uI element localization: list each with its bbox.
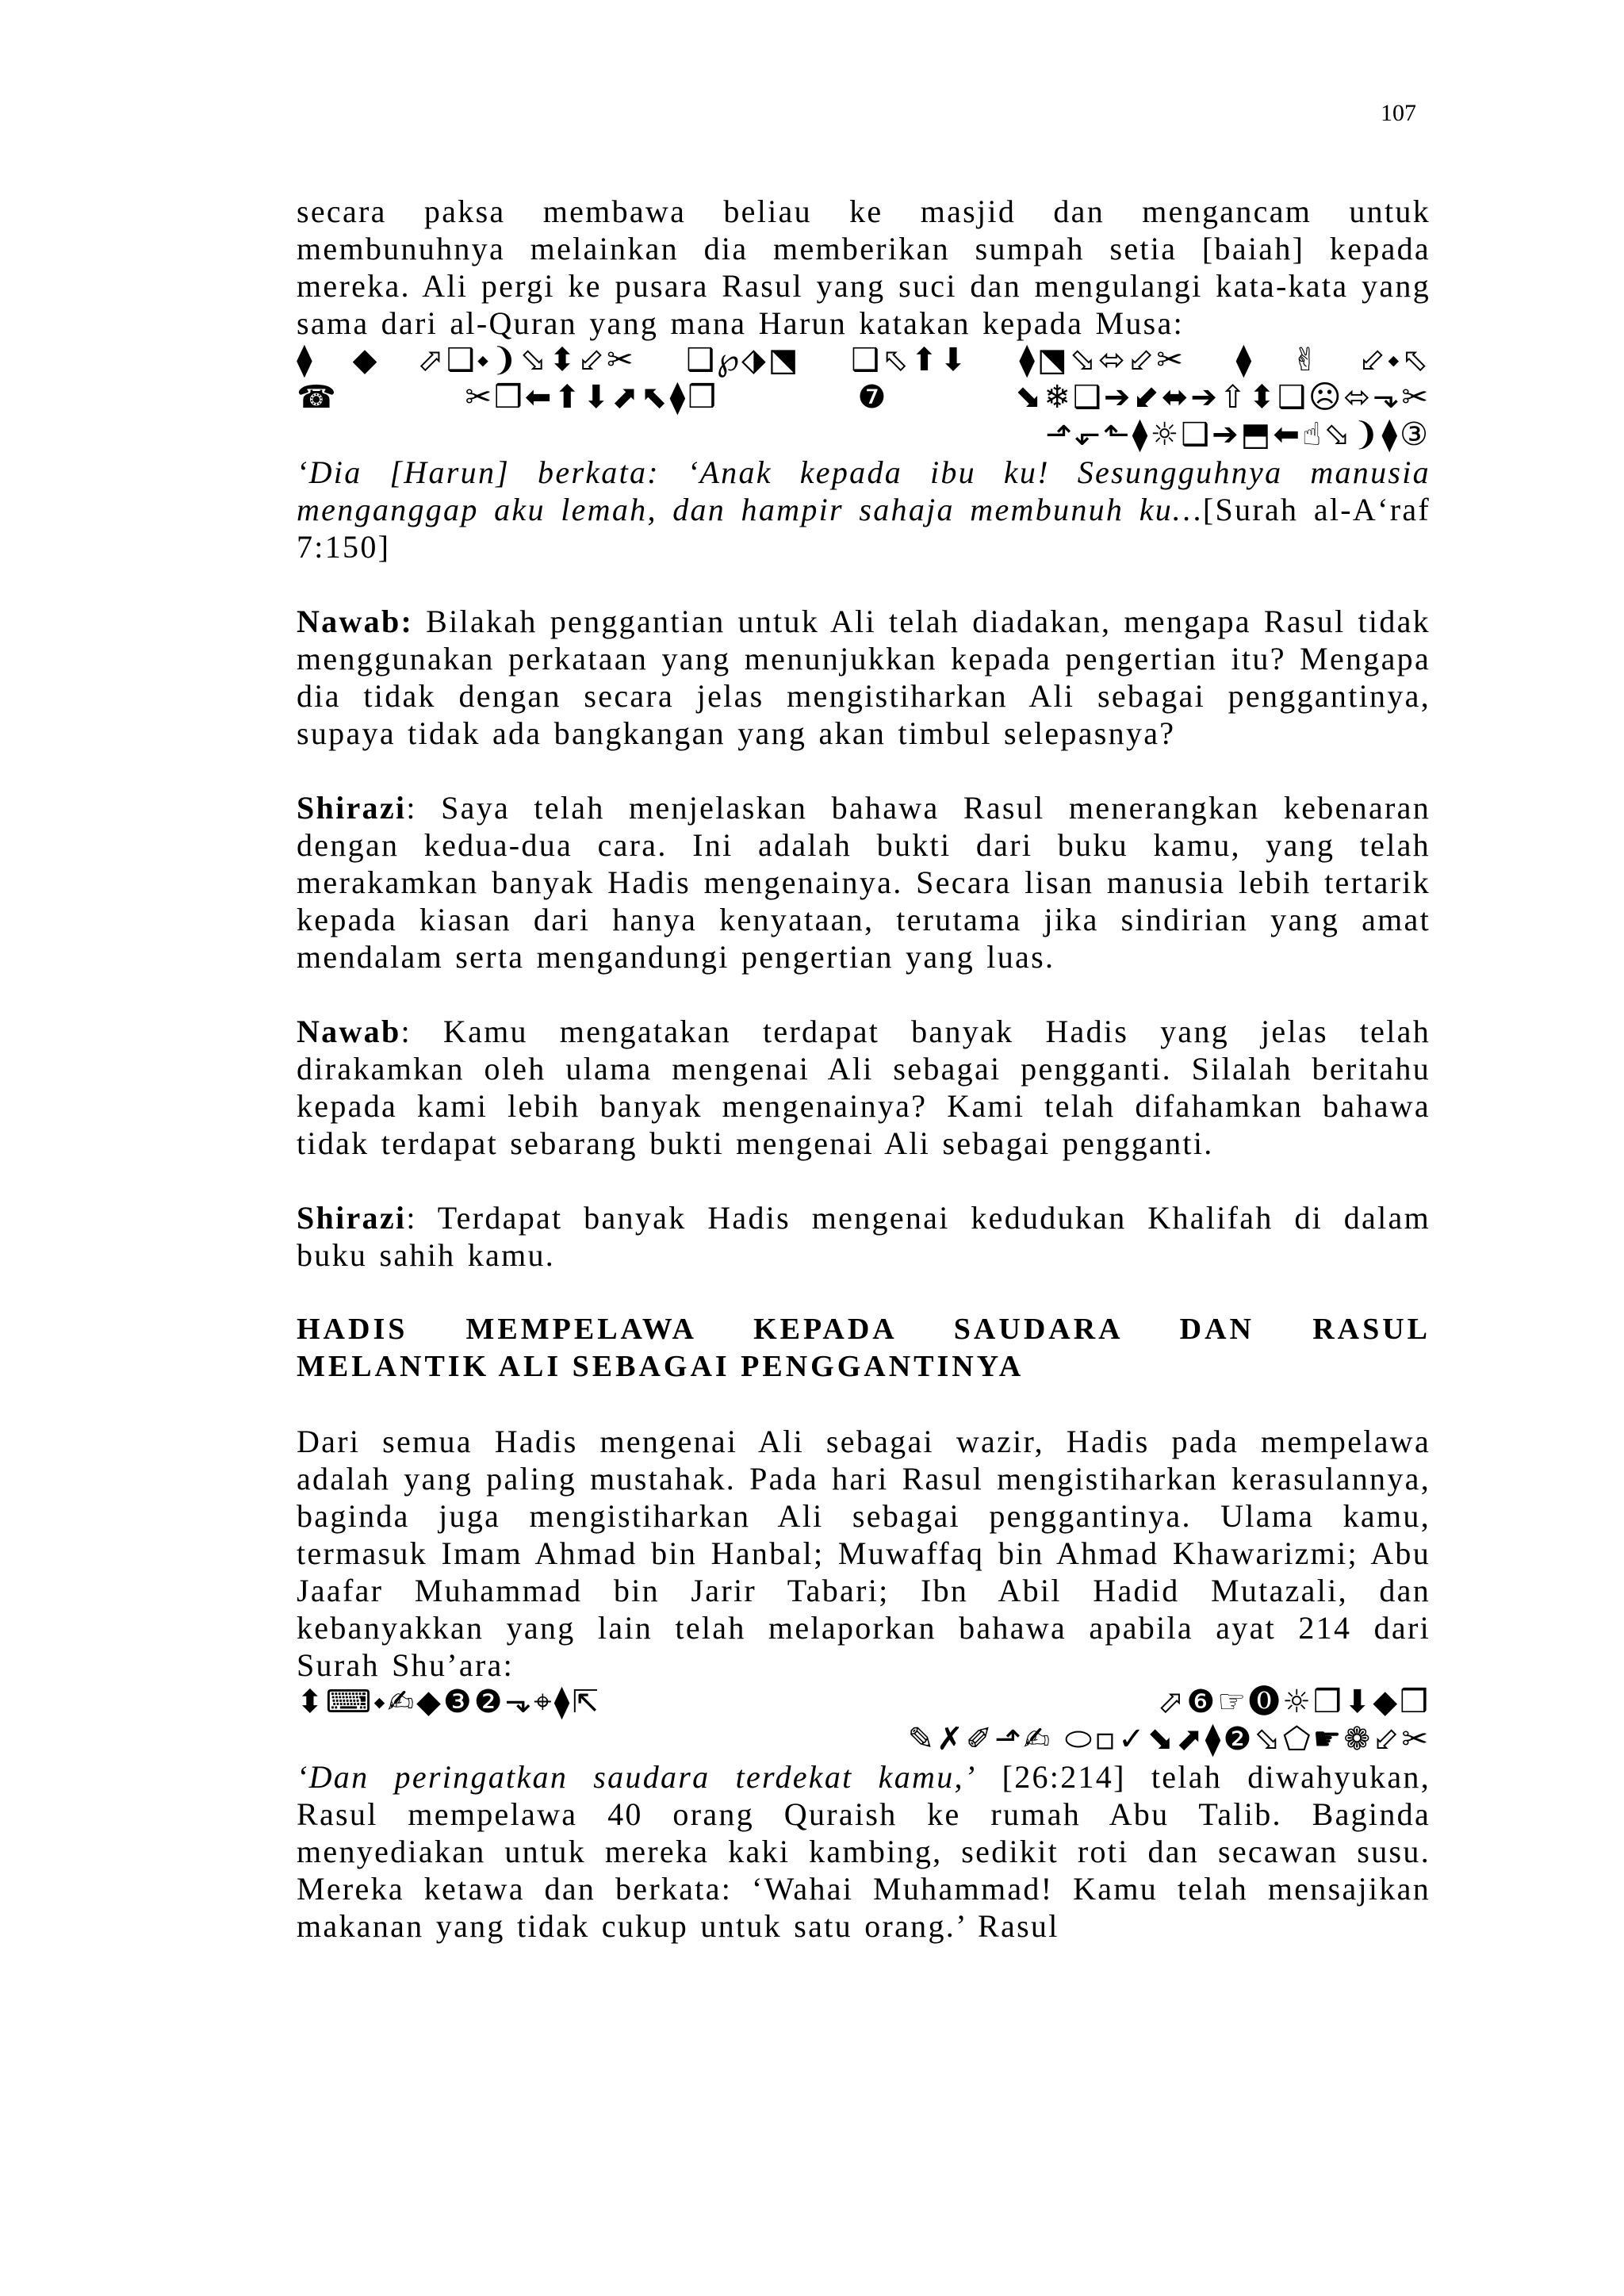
shirazi-paragraph-1	[297, 789, 1431, 976]
arabic-verse-1-line-2: ☎✂❒⬅⬆⬇⬈⬉⧫❒ ❼⬊❄❑➔⬋⬌➔⇧⬍❑☹⬄⬎✂	[297, 379, 1431, 416]
quote-1	[297, 454, 1431, 565]
quote-2-paragraph	[297, 1758, 1431, 1945]
arabic-verse-2-line-2: ✎✗✐⬏✍ ⬭▫✓⬊⬈⧫❷⬂⬠☛❁⬃✂	[907, 1721, 1431, 1757]
section-heading	[297, 1311, 1431, 1386]
quote-2-text: [26:214] telah diwahyukan, Rasul mempelawa 40 orang Quraish ke rumah Abu Talib. Baginda menyediakan untuk mereka kaki kambing, sedikit roti dan secawan susu. Mereka ketawa dan berkata: ‘Wahai Muhammad! Kamu telah mensajikan makanan yang tidak cukup untuk satu orang.’ Rasul	[297, 1759, 1431, 1944]
page-number: 107	[1381, 100, 1416, 126]
quote-1-reference: [Surah al-A‘raf 7:150]	[297, 492, 1431, 565]
section-heading-line-2: MELANTIK ALI SEBAGAI PENGGANTINYA	[297, 1350, 1025, 1383]
dialogue-text: : Terdapat banyak Hadis mengenai kedudukan Khalifah di dalam buku sahih kamu.	[297, 1200, 1431, 1273]
speaker-label: Nawab	[297, 1014, 401, 1049]
arabic-verse-1-line-1: ⧫◆⬀❑⬩❩⬂⬍⬃✂ ❑℘⬗⬔ ❑⬁⬆⬇ ⧫⬔⬂⬄⬃✂ ⧫✌⬃⬩⬁	[297, 342, 1431, 378]
arabic-verse-1	[297, 342, 1431, 454]
text-column	[297, 193, 1431, 1945]
arabic-verse-2	[297, 1684, 1431, 1758]
arabic-verse-2-line-1	[297, 1684, 1431, 1721]
arabic-verse-1-line-3: ⬏⬐⬑⧫☼❑➔⬒⬅☝⬂❩⧫③	[1045, 416, 1431, 453]
quote-1-translation: ‘Dia [Harun] berkata: ‘Anak kepada ibu ku! Sesungguhnya manusia menganggap aku lemah, dan hampir sahaja membunuh ku…	[297, 454, 1431, 527]
intro-paragraph: secara paksa membawa beliau ke masjid dan mengancam untuk membunuhnya melainkan dia memberikan sumpah setia [baiah] kepada mereka. Ali pergi ke pusara Rasul yang suci dan mengulangi kata-kata yang sama dari al-Quran yang mana Harun katakan kepada Musa:	[297, 194, 1431, 341]
speaker-label: Nawab:	[297, 604, 414, 639]
nawab-paragraph-1	[297, 603, 1431, 752]
dialogue-text: : Saya telah menjelaskan bahawa Rasul menerangkan kebenaran dengan kedua-dua cara. Ini adalah bukti dari buku kamu, yang telah merakamkan banyak Hadis mengenainya. Secara lisan manusia lebih tertarik kepada kiasan dari hanya kenyataan, terutama jika sindirian yang amat mendalam serta mengandungi pengertian yang luas.	[297, 790, 1431, 975]
section-heading-line-1: HADIS MEMPELAWA KEPADA SAUDARA DAN RASUL	[297, 1313, 1431, 1346]
speaker-label: Shirazi	[297, 790, 407, 826]
arabic-verse-2-line-1-right: ⬀❻☞⓿☼❒⬇◆❒	[1157, 1684, 1431, 1720]
nawab-paragraph-2	[297, 1013, 1431, 1162]
dialogue-text: : Kamu mengatakan terdapat banyak Hadis yang jelas telah dirakamkan oleh ulama mengenai Ali sebagai pengganti. Silalah beritahu kepada kami lebih banyak mengenainya? Kami telah difahamkan bahawa tidak terdapat sebarang bukti mengenai Ali sebagai pengganti.	[297, 1014, 1431, 1161]
speaker-label: Shirazi	[297, 1200, 407, 1236]
shirazi-paragraph-2	[297, 1199, 1431, 1274]
dialogue-text: Bilakah penggantian untuk Ali telah diadakan, mengapa Rasul tidak menggunakan perkataan yang menunjukkan kepada pengertian itu? Mengapa dia tidak dengan secara jelas mengistiharkan Ali sebagai penggantinya, supaya tidak ada bangkangan yang akan timbul selepasnya?	[297, 604, 1431, 751]
quote-2-translation: ‘Dan peringatkan saudara terdekat kamu,’	[297, 1759, 977, 1795]
hadis-paragraph: Dari semua Hadis mengenai Ali sebagai wazir, Hadis pada mempelawa adalah yang paling mustahak. Pada hari Rasul mengistiharkan kerasulannya, baginda juga mengistiharkan Ali sebagai penggantinya. Ulama kamu, termasuk Imam Ahmad bin Hanbal; Muwaffaq bin Ahmad Khawarizmi; Abu Jaafar Muhammad bin Jarir Tabari; Ibn Abil Hadid Mutazali, dan kebanyakkan yang lain telah melaporkan bahawa apabila ayat 214 dari Surah Shu’ara:	[297, 1424, 1431, 1683]
arabic-verse-2-line-1-left: ⬍⌨⬩✍◆❸❷⬎⌖⧫⇱	[297, 1684, 601, 1720]
